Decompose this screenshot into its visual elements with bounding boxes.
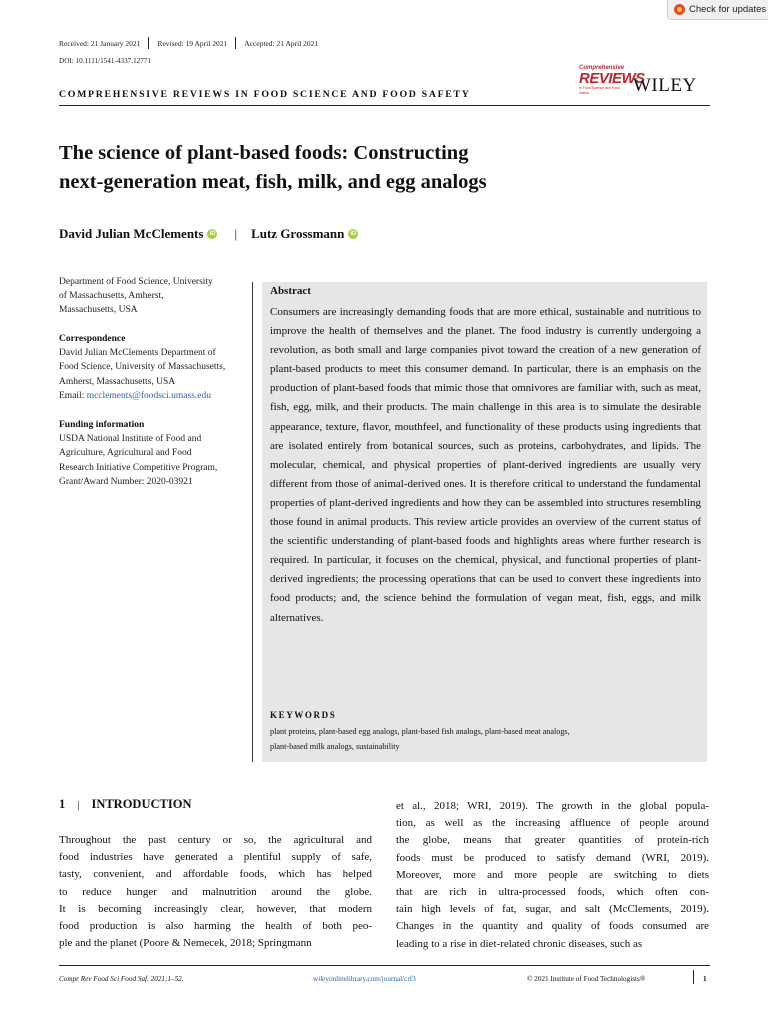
keywords-line: plant-based milk analogs, sustainability bbox=[270, 742, 400, 751]
funding-heading: Funding information bbox=[59, 420, 145, 430]
author-name[interactable]: Lutz Grossmann bbox=[251, 226, 345, 241]
column-rule bbox=[252, 282, 253, 762]
funding-line: Grant/Award Number: 2020-03921 bbox=[59, 476, 193, 487]
header-rule bbox=[59, 105, 710, 106]
footer-rule bbox=[59, 965, 710, 966]
body-text-line: Throughout the past century or so, the agricultural and bbox=[59, 834, 372, 846]
body-column-left bbox=[59, 832, 372, 952]
correspondence-line: Amherst, Massachusetts, USA bbox=[59, 376, 176, 387]
body-text-line: foods must be produced to satisfy demand (WRI, 2019). bbox=[396, 851, 709, 864]
article-dates bbox=[59, 37, 318, 49]
author-name[interactable]: David Julian McClements bbox=[59, 226, 204, 241]
body-text-line: leading to a rise in diet-related chronic diseases, such as bbox=[396, 937, 643, 950]
body-text-line: et al., 2018; WRI, 2019). The growth in the global popula- bbox=[396, 800, 709, 812]
author-list bbox=[59, 226, 358, 242]
journal-logo-sub: in Food Science and Food Safety bbox=[579, 86, 620, 95]
footer-citation: Compr Rev Food Sci Food Saf. 2021;1–52. bbox=[59, 975, 184, 983]
affiliation-line: of Massachusetts, Amherst, bbox=[59, 291, 164, 302]
orcid-icon[interactable]: iD bbox=[209, 231, 216, 237]
publisher-logo: WILEY bbox=[633, 75, 697, 96]
body-column-right bbox=[396, 798, 709, 953]
journal-logo bbox=[579, 65, 645, 95]
section-separator: | bbox=[77, 798, 80, 811]
email-label: Email: bbox=[59, 390, 87, 401]
body-text-line: to reduce hunger and malnutrition around the globe. bbox=[59, 885, 372, 898]
journal-url-link[interactable]: wileyonlinelibrary.com/journal/crf3 bbox=[313, 975, 416, 983]
author-separator: | bbox=[234, 226, 238, 241]
title-line-1: The science of plant-based foods: Constructing bbox=[59, 142, 469, 164]
body-text-line: Changes in the quantity and quality of foods consumed are bbox=[396, 920, 709, 933]
correspondence-line: Food Science, University of Massachusetts, bbox=[59, 362, 226, 373]
date-divider bbox=[148, 37, 149, 49]
abstract-text: Consumers are increasingly demanding foods that are more ethical, sustainable and nutritious to improve the health of themselves and the planet. The food industry is currently undergoing a revolution, as both small and large companies pivot toward the creation of a new generation of plant-based products to meet this consumer demand. In particular, there is an emphasis on the production of plant-based foods that mimic those that omnivores are familiar with, such as meat, fish, egg, milk, and their products. The main challenge in this area is to simulate the desirable appearance, texture, flavor, mouthfeel, and functionality of these products using ingredients that are isolated entirely from botanical sources, such as proteins, carbohydrates, and lipids. The molecular, chemical, and physical properties of plant-derived ingredients are usually very different from those of animal-derived ones. It is therefore critical to understand the fundamental properties of plant-derived ingredients and how they can be assembled into structures resembling those found in animal products. This review article provides an overview of the current status of the scientific understanding of plant-based foods and highlights areas where further research is required. In particular, it focuses on the chemical, physical, and functional properties of plant-derived ingredients; the processing operations that can be used to convert these ingredients into food products; and, the science behind the formulation of vegan meat, fish, eggs, and milk alternatives. bbox=[270, 306, 701, 624]
body-text-line: that are rich in ultra-processed foods, which often con- bbox=[396, 886, 709, 899]
funding-line: Agriculture, Agricultural and Food bbox=[59, 448, 192, 459]
date-divider bbox=[235, 37, 236, 49]
abstract-heading: Abstract bbox=[270, 285, 311, 297]
correspondence bbox=[59, 332, 249, 403]
affiliation-line: Massachusetts, USA bbox=[59, 305, 138, 316]
orcid-icon[interactable]: iD bbox=[350, 231, 357, 237]
affiliation-line: Department of Food Science, University bbox=[59, 277, 213, 287]
article-title bbox=[59, 139, 659, 197]
footer-divider bbox=[693, 970, 694, 984]
journal-logo-main: REVIEWS bbox=[579, 70, 645, 87]
section-number: 1 bbox=[59, 797, 66, 811]
body-text-line: tasty, convenient, and affordable foods, which has helped bbox=[59, 868, 372, 881]
crossmark-icon bbox=[674, 4, 685, 15]
correspondence-line: David Julian McClements Department of bbox=[59, 348, 216, 359]
email-line bbox=[59, 389, 249, 403]
body-text-line: food industries have generated a plentiful supply of safe, bbox=[59, 851, 372, 864]
accepted-date: Accepted: 21 April 2021 bbox=[244, 38, 319, 48]
body-text-line: food production is also harming the health of both peo- bbox=[59, 920, 372, 933]
section-heading bbox=[59, 797, 191, 812]
email-link[interactable]: mcclements@foodsci.umass.edu bbox=[86, 390, 212, 401]
body-text-line: tion, as well as the increasing affluence of people around bbox=[396, 817, 709, 830]
check-for-updates-button[interactable] bbox=[667, 0, 768, 20]
funding-information bbox=[59, 418, 254, 489]
keywords-line: plant proteins, plant-based egg analogs, plant-based fish analogs, plant-based meat analogs, bbox=[270, 727, 570, 736]
keywords-list bbox=[270, 724, 704, 754]
revised-date: Revised: 19 April 2021 bbox=[157, 38, 228, 48]
footer-copyright: © 2021 Institute of Food Technologists® bbox=[527, 975, 646, 983]
body-text-line: ple and the planet (Poore & Nemecek, 2018; Springmann bbox=[59, 937, 312, 950]
journal-name: COMPREHENSIVE REVIEWS IN FOOD SCIENCE AND FOOD SAFETY bbox=[59, 89, 471, 100]
keywords-heading: KEYWORDS bbox=[270, 710, 337, 720]
page-number: 1 bbox=[703, 975, 707, 983]
funding-line: Research Initiative Competitive Program, bbox=[59, 462, 218, 473]
title-line-2: next-generation meat, fish, milk, and egg analogs bbox=[59, 171, 487, 193]
journal-logo-top: Comprehensive bbox=[579, 65, 625, 71]
section-title: INTRODUCTION bbox=[91, 797, 192, 811]
correspondence-heading: Correspondence bbox=[59, 334, 126, 344]
received-date: Received: 21 January 2021 bbox=[59, 38, 141, 48]
affiliation bbox=[59, 275, 249, 318]
funding-line: USDA National Institute of Food and bbox=[59, 434, 202, 445]
body-text-line: Moreover, more and more people are switching to diets bbox=[396, 868, 709, 881]
check-for-updates-label: Check for updates bbox=[689, 4, 767, 15]
body-text-line: the globe, means that greater quantities of protein-rich bbox=[396, 834, 709, 847]
body-text-line: It is becoming increasingly clear, however, that modern bbox=[59, 902, 372, 915]
doi: DOI: 10.1111/1541-4337.12771 bbox=[59, 57, 152, 65]
body-text-line: tain high levels of fat, sugar, and salt (McClements, 2019). bbox=[396, 903, 709, 916]
